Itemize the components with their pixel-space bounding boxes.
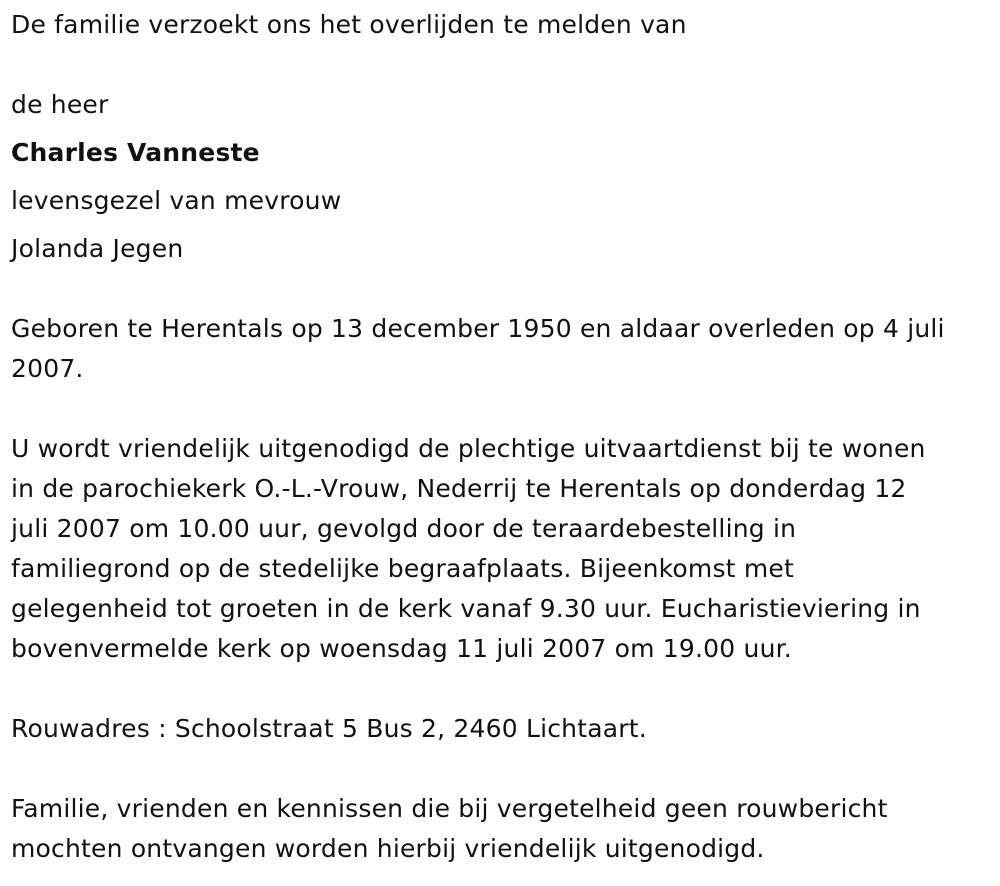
birth-death-line: 2007. — [11, 354, 84, 383]
relation-text: levensgezel van mevrouw — [11, 186, 342, 215]
closing-line: mochten ontvangen worden hierbij vriendelijk uitgenodigd. — [11, 834, 765, 863]
mourning-address: Rouwadres : Schoolstraat 5 Bus 2, 2460 Lichtaart. — [11, 714, 647, 743]
service-line: familiegrond op de stedelijke begraafplaats. Bijeenkomst met — [11, 554, 794, 583]
intro-text: De familie verzoekt ons het overlijden te melden van — [11, 10, 687, 39]
service-line: in de parochiekerk O.-L.-Vrouw, Nederrij te Herentals op donderdag 12 — [11, 474, 907, 503]
birth-death-line: Geboren te Herentals op 13 december 1950 en aldaar overleden op 4 juli — [11, 314, 945, 343]
service-line: juli 2007 om 10.00 uur, gevolgd door de teraardebestelling in — [11, 514, 797, 543]
honorific: de heer — [11, 90, 109, 119]
service-line: U wordt vriendelijk uitgenodigd de plechtige uitvaartdienst bij te wonen — [11, 434, 926, 463]
partner-name: Jolanda Jegen — [11, 234, 184, 263]
service-line: bovenvermelde kerk op woensdag 11 juli 2007 om 19.00 uur. — [11, 634, 792, 663]
closing-line: Familie, vrienden en kennissen die bij vergetelheid geen rouwbericht — [11, 794, 888, 823]
deceased-name: Charles Vanneste — [11, 138, 260, 167]
service-line: gelegenheid tot groeten in de kerk vanaf 9.30 uur. Eucharistieviering in — [11, 594, 921, 623]
